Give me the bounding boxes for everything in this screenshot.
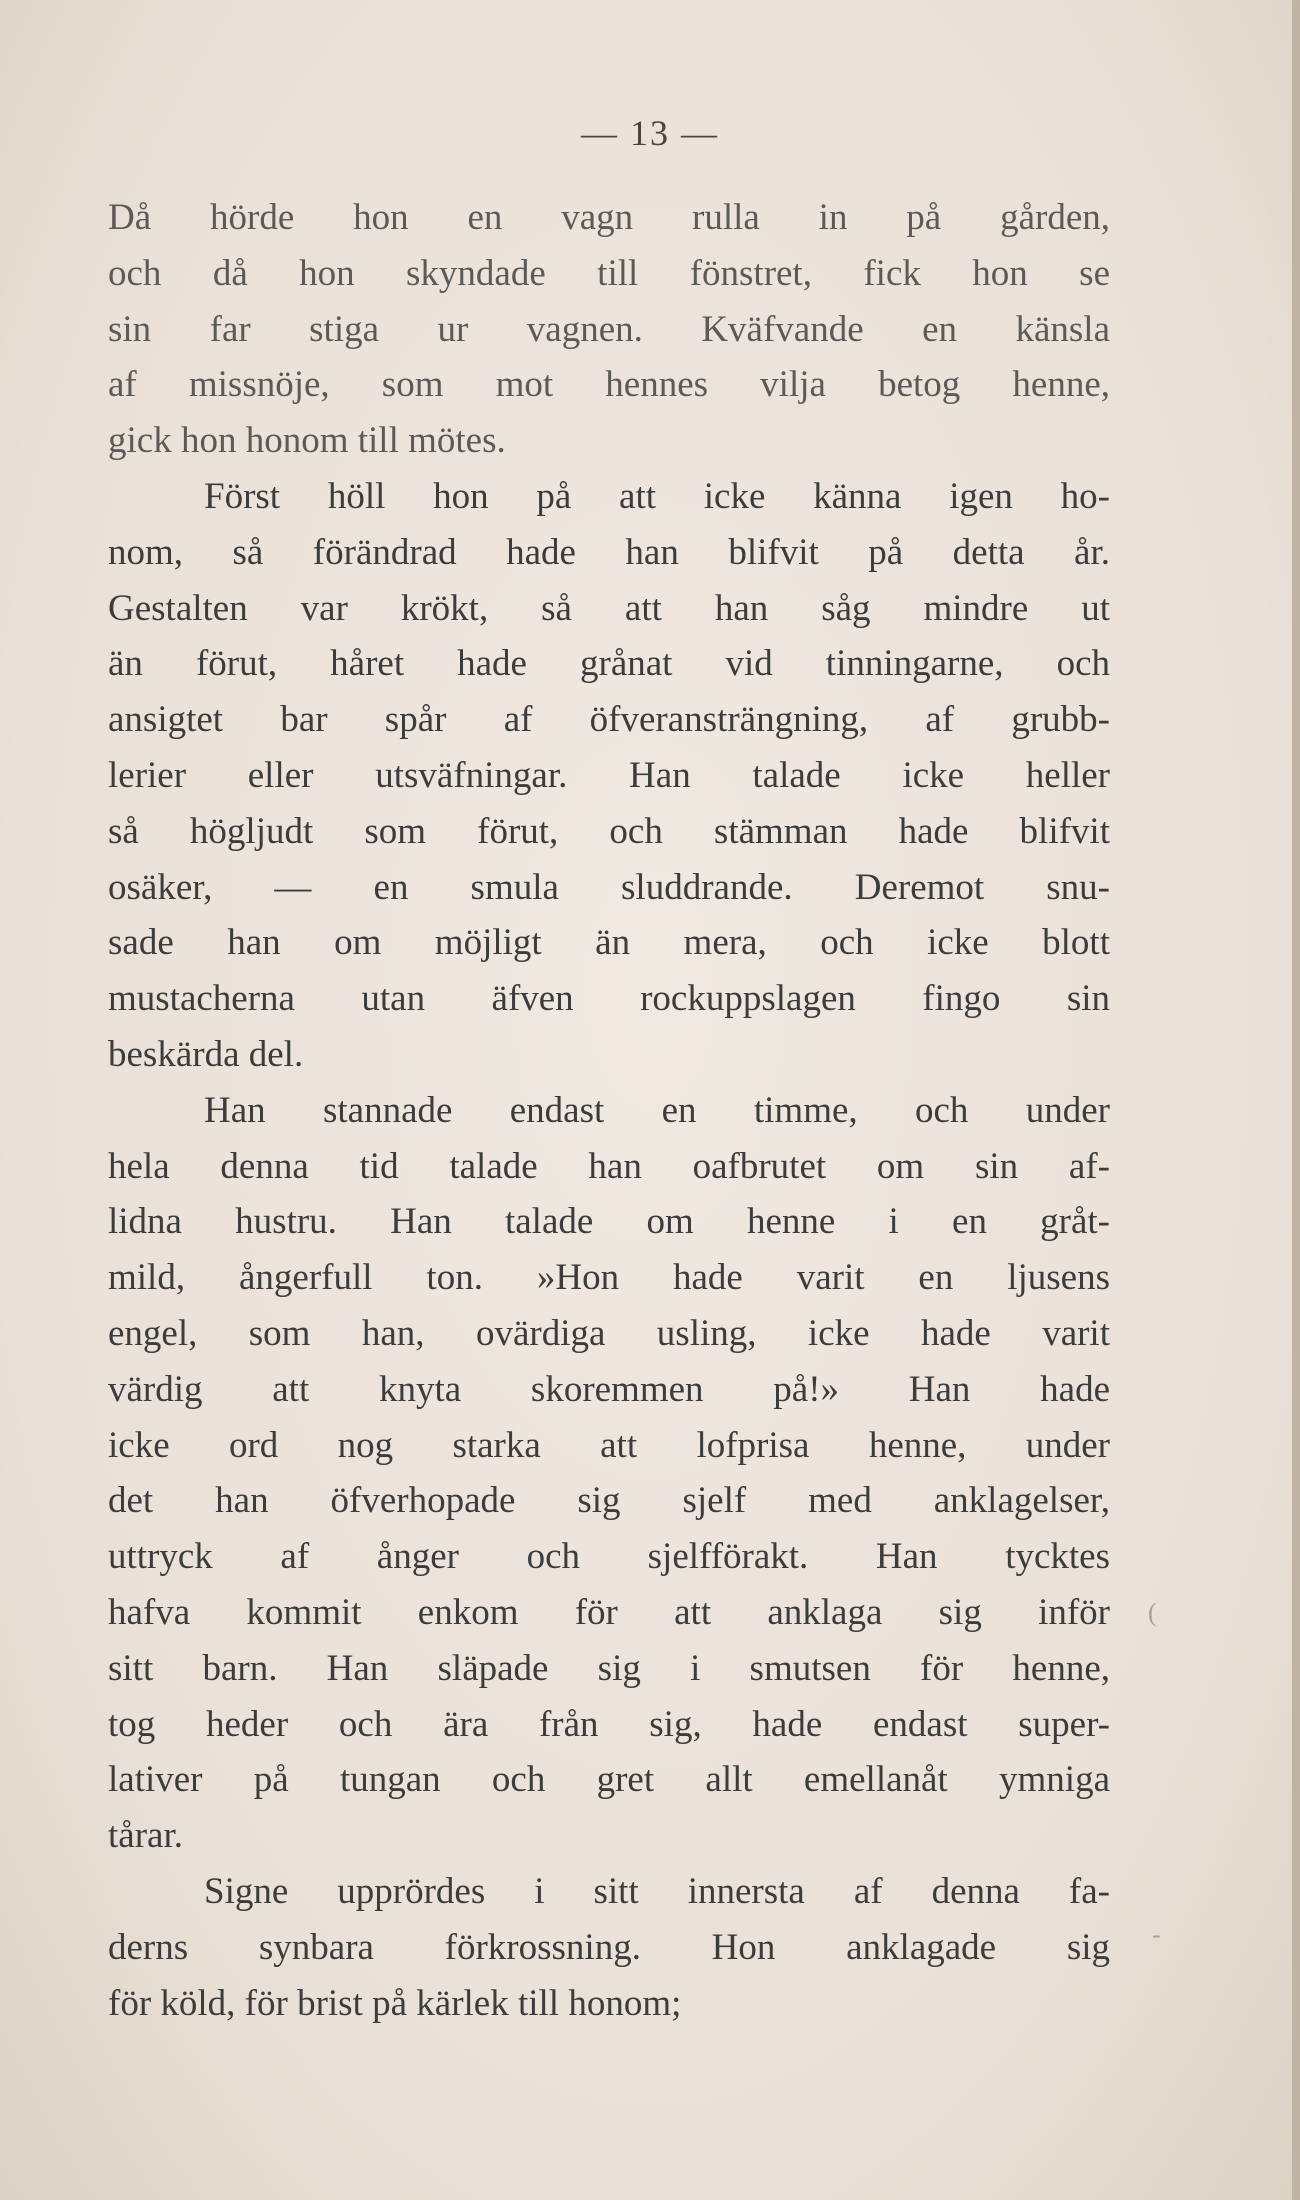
text-line: uttryck af ånger och sjelfförakt. Han tycktes xyxy=(108,1536,1110,1578)
text-line: Gestalten var krökt, så att han såg mindre ut xyxy=(108,587,1110,629)
text-line: Först höll hon på att icke känna igen ho- xyxy=(204,475,1110,517)
margin-mark: ( xyxy=(1148,1598,1157,1627)
page-edge xyxy=(1292,0,1300,2200)
text-line: derns synbara förkrossning. Hon anklagade sig xyxy=(108,1926,1110,1968)
text-line: mustacherna utan äfven rockuppslagen fingo sin xyxy=(108,978,1110,1020)
text-line: så högljudt som förut, och stämman hade blifvit xyxy=(108,810,1110,852)
text-line: lidna hustru. Han talade om henne i en gråt- xyxy=(108,1201,1110,1243)
text-line: osäker, — en smula sluddrande. Deremot snu- xyxy=(108,866,1110,908)
paragraph xyxy=(108,469,1110,1083)
text-line: gick hon honom till mötes. xyxy=(108,420,506,462)
text-line: sade han om möjligt än mera, och icke blott xyxy=(108,922,1110,964)
text-line: beskärda del. xyxy=(108,1033,304,1075)
text-line: ansigtet bar spår af öfveransträngning, af grubb- xyxy=(108,699,1110,741)
paragraph xyxy=(108,190,1110,469)
text-line: mild, ångerfull ton. »Hon hade varit en ljusens xyxy=(108,1257,1110,1299)
body-text xyxy=(108,190,1110,2031)
text-line: engel, som han, ovärdiga usling, icke hade varit xyxy=(108,1312,1110,1354)
text-line: lativer på tungan och gret allt emellanåt ymniga xyxy=(108,1759,1110,1801)
paragraph-container xyxy=(108,190,1110,2031)
text-line: Han stannade endast en timme, och under xyxy=(204,1089,1110,1131)
text-line: tårar. xyxy=(108,1815,183,1857)
paragraph xyxy=(108,1864,1110,2031)
text-line: nom, så förändrad hade han blifvit på detta år. xyxy=(108,531,1110,573)
text-line: Då hörde hon en vagn rulla in på gården, xyxy=(108,197,1110,238)
text-line: det han öfverhopade sig sjelf med anklagelser, xyxy=(108,1480,1110,1522)
text-line: för köld, för brist på kärlek till honom; xyxy=(108,1982,682,2024)
text-line: hela denna tid talade han oafbrutet om sin af- xyxy=(108,1145,1110,1187)
page-number: — 13 — xyxy=(581,113,719,153)
text-line: sitt barn. Han släpade sig i smutsen för henne, xyxy=(108,1647,1110,1689)
paragraph xyxy=(108,1083,1110,1864)
margin-mark: - xyxy=(1152,1920,1161,1949)
text-line: värdig att knyta skoremmen på!» Han hade xyxy=(108,1368,1110,1410)
text-line: Signe upprördes i sitt innersta af denna fa- xyxy=(204,1870,1110,1912)
text-line: hafva kommit enkom för att anklaga sig inför xyxy=(108,1591,1110,1633)
text-line: lerier eller utsväfningar. Han talade icke heller xyxy=(108,754,1110,796)
text-line: icke ord nog starka att lofprisa henne, under xyxy=(108,1424,1110,1466)
text-line: af missnöje, som mot hennes vilja betog henne, xyxy=(108,364,1110,406)
text-line: tog heder och ära från sig, hade endast super- xyxy=(108,1703,1110,1745)
text-line: och då hon skyndade till fönstret, fick hon se xyxy=(108,252,1110,294)
text-line: sin far stiga ur vagnen. Kväfvande en känsla xyxy=(108,308,1110,350)
text-line: än förut, håret hade grånat vid tinningarne, och xyxy=(108,643,1110,685)
